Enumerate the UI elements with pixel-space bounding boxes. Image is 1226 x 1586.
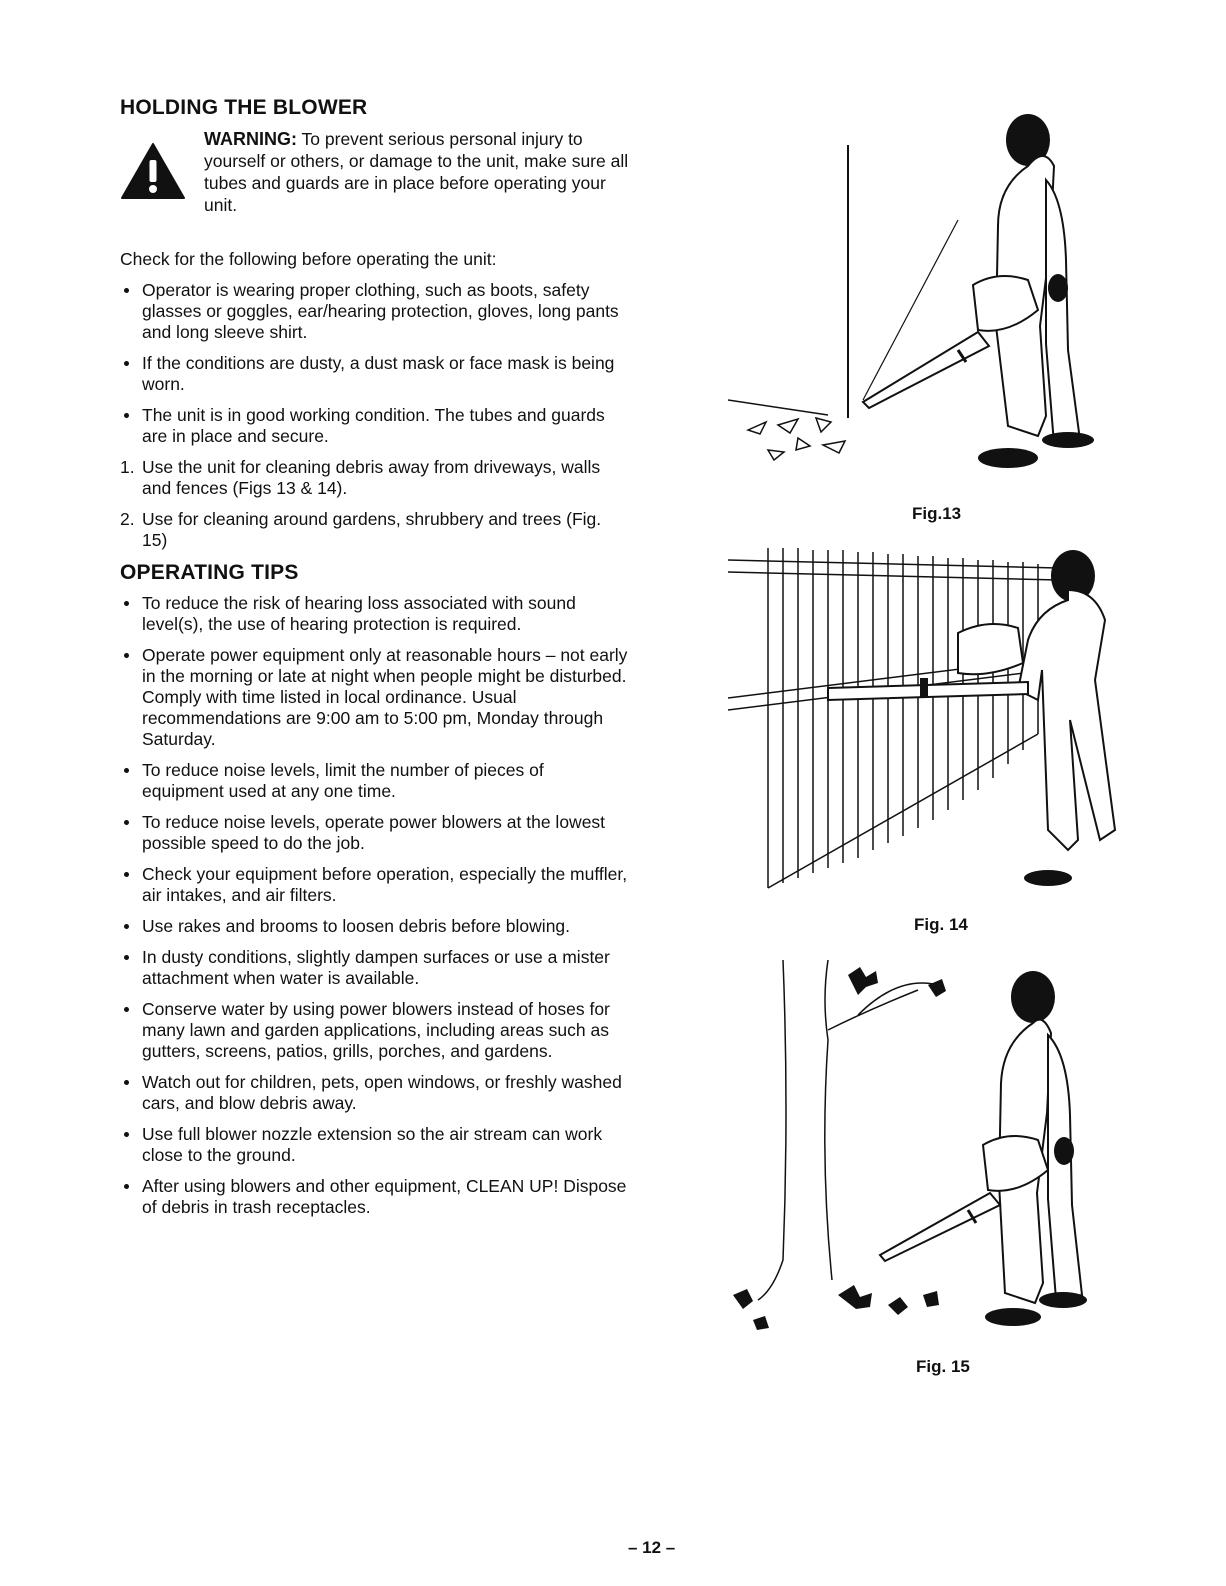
intro-text: Check for the following before operating the unit: [120, 249, 497, 269]
list-item: After using blowers and other equipment, CLEAN UP! Dispose of debris in trash receptacles. [120, 1176, 630, 1218]
usage-steps [120, 457, 630, 551]
figure-15-illustration [728, 955, 1128, 1340]
figure-13-caption: Fig.13 [912, 504, 962, 523]
list-item: Use rakes and brooms to loosen debris before blowing. [120, 916, 630, 937]
list-item: The unit is in good working condition. The tubes and guards are in place and secure. [120, 405, 630, 447]
checklist [120, 280, 630, 447]
figure-13-illustration [728, 100, 1128, 480]
list-item: To reduce noise levels, operate power blowers at the lowest possible speed to do the job. [120, 812, 630, 854]
text-column [120, 96, 630, 1228]
warning-text: To prevent serious personal injury to yourself or others, or damage to the unit, make sure all tubes and guards are in place before operating your unit. [204, 129, 629, 215]
list-item: In dusty conditions, slightly dampen surfaces or use a mister attachment when water is available. [120, 947, 630, 989]
list-item: To reduce noise levels, limit the number of pieces of equipment used at any one time. [120, 760, 630, 802]
list-item: Check your equipment before operation, especially the muffler, air intakes, and air filters. [120, 864, 630, 906]
tips-list [120, 593, 630, 1218]
list-item: 1. Use the unit for cleaning debris away from driveways, walls and fences (Figs 13 & 14). [120, 457, 601, 498]
warning-triangle-icon [120, 142, 186, 200]
list-item: To reduce the risk of hearing loss associated with sound level(s), the use of hearing protection is required. [120, 593, 630, 635]
list-item: Operator is wearing proper clothing, such as boots, safety glasses or goggles, ear/hearing protection, gloves, long pants and long sleeve shirt. [120, 280, 630, 343]
warning-label: WARNING: [204, 129, 297, 149]
figure-14-illustration [728, 538, 1128, 898]
list-item: Conserve water by using power blowers instead of hoses for many lawn and garden applications, including areas such as gutters, screens, patios, grills, porches, and gardens. [120, 999, 630, 1062]
list-item: If the conditions are dusty, a dust mask or face mask is being worn. [120, 353, 630, 395]
tips-title: OPERATING TIPS [120, 561, 299, 584]
warning-block [120, 128, 630, 228]
holding-title: HOLDING THE BLOWER [120, 96, 368, 119]
list-item: Operate power equipment only at reasonable hours – not early in the morning or late at night when people might be disturbed. Comply with time listed in local ordinance. Usual recommendations are 9:00 am to 5:00 pm, Monday through Saturday. [120, 645, 630, 750]
warning-paragraph [204, 128, 630, 216]
figure-15-caption: Fig. 15 [916, 1357, 970, 1376]
figure-14-caption: Fig. 14 [914, 915, 968, 934]
list-item: Use full blower nozzle extension so the air stream can work close to the ground. [120, 1124, 630, 1166]
page-number: – 12 – [628, 1538, 676, 1557]
list-item: 2. Use for cleaning around gardens, shrubbery and trees (Fig. 15) [120, 509, 602, 550]
list-item: Watch out for children, pets, open windows, or freshly washed cars, and blow debris away. [120, 1072, 630, 1114]
